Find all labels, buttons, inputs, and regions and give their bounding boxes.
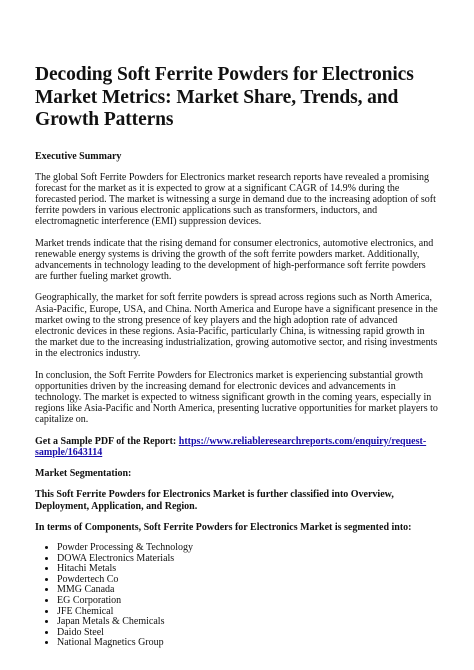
list-item: • Hitachi Metals (57, 564, 439, 575)
list-item: • Daido Steel (57, 628, 439, 639)
paragraph-trends: Market trends indicate that the rising demand for consumer electronics, automotive electronics, and renewable energy systems is driving the growth of the soft ferrite powders market. Additionally, advancements in technology leading to the development of high-performance soft ferrite powders are further fueling market growth. (35, 237, 434, 283)
paragraph-forecast: The global Soft Ferrite Powders for Electronics market research reports have revealed a promising forecast for the market as it is expected to grow at a significant CAGR of 14.9% during the forecasted period. The market is witnessing a surge in demand due to the increasing adoption of soft ferrite powders in various electronic applications such as transformers, inductors, and electromagnetic interference (EMI) suppression devices. (35, 171, 436, 228)
components-heading: In terms of Components, Soft Ferrite Powders for Electronics Market is segmented into: (35, 521, 412, 533)
list-item: • Powder Processing & Technology (57, 543, 439, 554)
list-item: • JFE Chemical (57, 607, 439, 618)
paragraph-conclusion: In conclusion, the Soft Ferrite Powders for Electronics market is experiencing substantial growth opportunities driven by the increasing demand for electronic devices and advancements in technology. The market is expected to witness significant growth in the coming years, especially in regions like Asia-Pacific and North America, presenting lucrative opportunities for market players to capitalize on. (35, 369, 438, 426)
sample-pdf-link[interactable]: https://www.reliableresearchreports.com/enquiry/request-sample/1643114 (35, 435, 427, 458)
document-title: Decoding Soft Ferrite Powders for Electronics Market Metrics: Market Share, Trends, and Growth Patterns (35, 64, 414, 130)
list-item: • EG Corporation (57, 596, 439, 607)
sample-pdf-line (35, 436, 439, 458)
company-list (35, 543, 439, 649)
list-item: • MMG Canada (57, 585, 439, 596)
list-item: • Powdertech Co (57, 575, 439, 586)
executive-summary-heading: Executive Summary (35, 150, 122, 162)
paragraph-geography: Geographically, the market for soft ferrite powders is spread across regions such as North America, Asia-Pacific, Europe, USA, and China. North America and Europe have a significant presence in the market owing to the strong presence of key players and the high adoption rate of advanced electronic devices in these regions. Asia-Pacific, particularly China, is witnessing rapid growth in the market due to the increasing industrialization, growing automotive sector, and rising investments in the electronics industry. (35, 292, 438, 360)
list-item: • DOWA Electronics Materials (57, 554, 439, 565)
segmentation-heading: Market Segmentation: (35, 467, 132, 479)
sample-pdf-label: Get a Sample PDF of the Report: (35, 435, 179, 447)
list-item: • Japan Metals & Chemicals (57, 617, 439, 628)
classification-text: This Soft Ferrite Powders for Electronics Market is further classified into Overview, Deployment, Application, and Region. (35, 488, 394, 512)
list-item: • National Magnetics Group (57, 638, 439, 649)
